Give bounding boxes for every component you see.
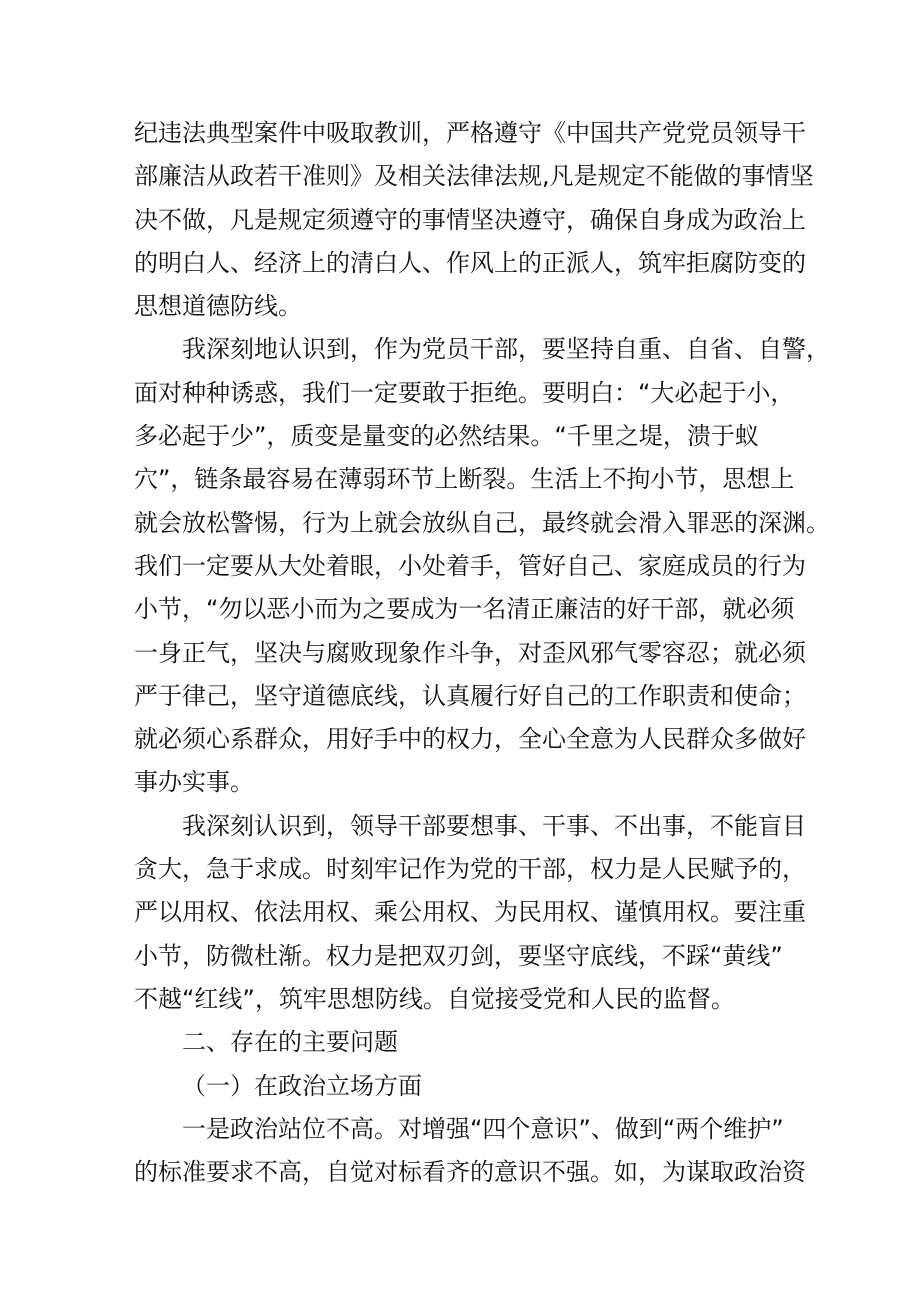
text-line: 纪违法典型案件中吸取教训，严格遵守《中国共产党党员领导干 xyxy=(134,119,806,147)
text-line: 我深刻地认识到，作为党员干部，要坚持自重、自省、自警， xyxy=(182,335,830,364)
text-line: 面对种种诱惑，我们一定要敢于拒绝。要明白：“大必起于小， xyxy=(134,378,795,407)
text-line: 事办实事。 xyxy=(134,768,254,797)
text-line: 一身正气，坚决与腐败现象作斗争，对歪风邪气零容忍；就必须 xyxy=(134,638,806,667)
text-line: 思想道德防线。 xyxy=(134,292,302,321)
document-body xyxy=(134,112,830,1194)
text-line: 的标准要求不高，自觉对标看齐的意识不强。如，为谋取政治资 xyxy=(134,1158,806,1187)
text-line: 决不做，凡是规定须遵守的事情坚决遵守，确保自身成为政治上 xyxy=(134,205,806,234)
text-line: 二、存在的主要问题 xyxy=(182,1028,398,1057)
text-line: 部廉洁从政若干准则》及相关法律法规,凡是规定不能做的事情坚 xyxy=(134,162,814,191)
text-line: 小节，防微杜渐。权力是把双刃剑，要坚守底线，不踩“黄线” xyxy=(134,941,783,970)
text-line: 贪大，急于求成。时刻牢记作为党的干部，权力是人民赋予的， xyxy=(134,855,806,884)
text-line: 我们一定要从大处着眼，小处着手，管好自己、家庭成员的行为 xyxy=(134,551,806,580)
text-line: 就必须心系群众，用好手中的权力，全心全意为人民群众多做好 xyxy=(134,725,806,754)
text-line: 的明白人、经济上的清白人、作风上的正派人，筑牢拒腐防变的 xyxy=(134,248,806,277)
text-line: 我深刻认识到，领导干部要想事、干事、不出事，不能盲目 xyxy=(182,811,806,840)
text-line: 小节，“勿以恶小而为之要成为一名清正廉洁的好干部，就必须 xyxy=(134,595,795,624)
text-line: 穴”，链条最容易在薄弱环节上断裂。生活上不拘小节，思想上 xyxy=(134,465,795,494)
text-line: 严于律己，坚守道德底线，认真履行好自己的工作职责和使命； xyxy=(134,681,806,710)
text-line: 不越“红线”，筑牢思想防线。自觉接受党和人民的监督。 xyxy=(134,984,735,1013)
text-line: 严以用权、依法用权、乘公用权、为民用权、谨慎用权。要注重 xyxy=(134,898,806,927)
text-line: 一是政治站位不高。对增强“四个意识”、做到“两个维护” xyxy=(182,1114,784,1143)
text-line: 多必起于少”，质变是量变的必然结果。“千里之堤，溃于蚁 xyxy=(134,422,759,451)
text-line: 就会放松警惕，行为上就会放纵自己，最终就会滑入罪恶的深渊。 xyxy=(134,508,830,537)
text-line: （一）在政治立场方面 xyxy=(182,1071,422,1100)
